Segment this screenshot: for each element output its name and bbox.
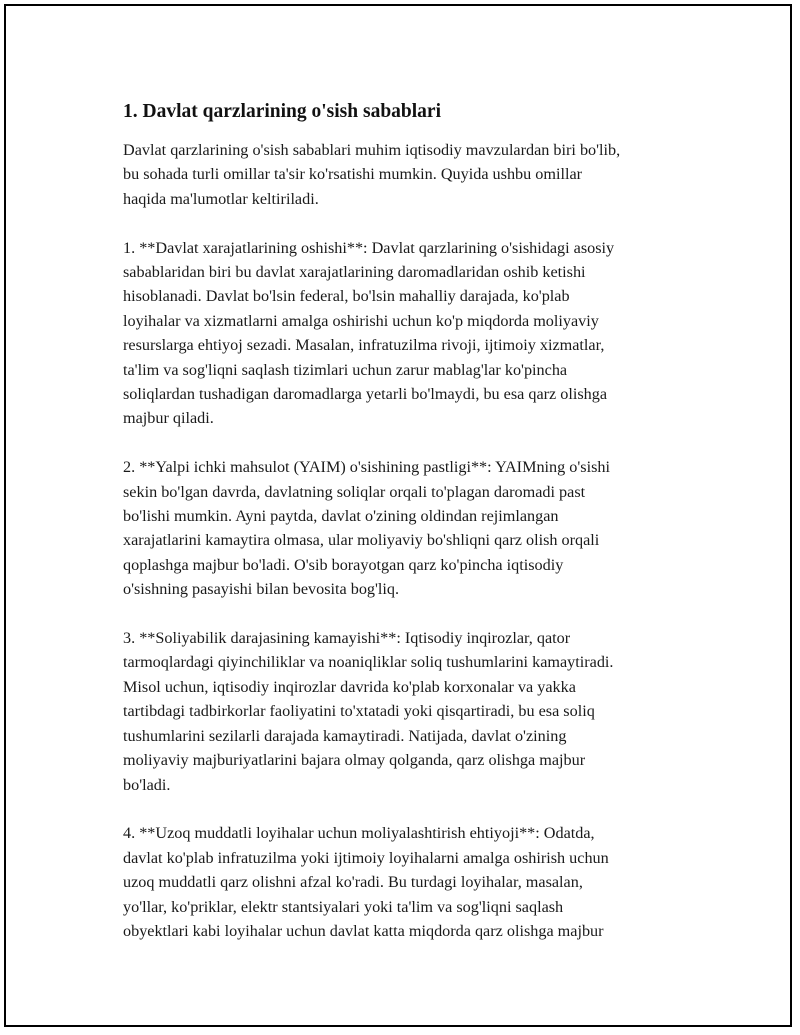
text-line: obyektlari kabi loyihalar uchun davlat katta miqdorda qarz olishga majbur <box>123 921 604 940</box>
text-line: 1. **Davlat xarajatlarining oshishi**: Davlat qarzlarining o'sishidagi asosiy <box>123 238 615 257</box>
reason-2-paragraph <box>123 455 698 601</box>
text-line: bo'ladi. <box>123 775 171 794</box>
text-line: bu sohada turli omillar ta'sir ko'rsatishi mumkin. Quyida ushbu omillar <box>123 165 583 184</box>
text-line: yo'llar, ko'priklar, elektr stantsiyalari yoki ta'lim va sog'liqni saqlash <box>123 897 564 916</box>
text-line: Davlat qarzlarining o'sish sabablari muhim iqtisodiy mavzulardan biri bo'lib, <box>123 141 621 159</box>
text-line: 4. **Uzoq muddatli loyihalar uchun moliyalashtirish ehtiyoji**: Odatda, <box>123 824 595 843</box>
page-frame <box>4 4 792 1027</box>
reason-3-paragraph <box>123 626 698 797</box>
reason-1-paragraph <box>123 236 698 431</box>
text-line: ta'lim va sog'liqni saqlash tizimlari uchun zarur mablag'lar ko'pincha <box>123 360 568 379</box>
text-line: 3. **Soliyabilik darajasining kamayishi**: Iqtisodiy inqirozlar, qator <box>123 629 571 648</box>
reason-4-paragraph <box>123 821 698 943</box>
text-line: uzoq muddatli qarz olishni afzal ko'radi. Bu turdagi loyihalar, masalan, <box>123 873 583 892</box>
text-line: haqida ma'lumotlar keltiriladi. <box>123 189 319 208</box>
section-heading: 1. Davlat qarzlarining o'sish sabablari <box>123 101 441 122</box>
document-body <box>123 98 698 968</box>
text-line: bo'lishi mumkin. Ayni paytda, davlat o'zining oldindan rejimlangan <box>123 507 559 526</box>
text-line: tushumlarini sezilarli darajada kamaytiradi. Natijada, davlat o'zining <box>123 726 567 745</box>
text-line: resurslarga ehtiyoj sezadi. Masalan, infratuzilma rivoji, ijtimoiy xizmatlar, <box>123 336 605 355</box>
text-line: majbur qiladi. <box>123 409 214 428</box>
text-line: tartibdagi tadbirkorlar faoliyatini to'xtatadi yoki qisqartiradi, bu esa soliq <box>123 702 595 721</box>
text-line: 2. **Yalpi ichki mahsulot (YAIM) o'sishining pastligi**: YAIMning o'sishi <box>123 458 610 477</box>
text-line: sekin bo'lgan davrda, davlatning soliqlar orqali to'plagan daromadi past <box>123 482 586 501</box>
text-line: xarajatlarini kamaytira olmasa, ular moliyaviy bo'shliqni qarz olish orqali <box>123 531 600 550</box>
text-line: davlat ko'plab infratuzilma yoki ijtimoiy loyihalarni amalga oshirish uchun <box>123 848 609 867</box>
intro-paragraph <box>123 138 698 211</box>
text-line: o'sishning pasayishi bilan bevosita bog'liq. <box>123 580 400 599</box>
text-line: Misol uchun, iqtisodiy inqirozlar davrida ko'plab korxonalar va yakka <box>123 677 576 696</box>
text-line: sabablaridan biri bu davlat xarajatlarining daromadlaridan oshib ketishi <box>123 263 586 282</box>
text-line: tarmoqlardagi qiyinchiliklar va noaniqliklar soliq tushumlarini kamaytiradi. <box>123 653 614 672</box>
text-line: moliyaviy majburiyatlarini bajara olmay qolganda, qarz olishga majbur <box>123 751 586 770</box>
text-line: loyihalar va xizmatlarni amalga oshirishi uchun ko'p miqdorda moliyaviy <box>123 311 599 330</box>
text-line: hisoblanadi. Davlat bo'lsin federal, bo'lsin mahalliy darajada, ko'plab <box>123 287 570 306</box>
text-line: qoplashga majbur bo'ladi. O'sib borayotgan qarz ko'pincha iqtisodiy <box>123 555 564 574</box>
text-line: soliqlardan tushadigan daromadlarga yetarli bo'lmaydi, bu esa qarz olishga <box>123 385 608 404</box>
